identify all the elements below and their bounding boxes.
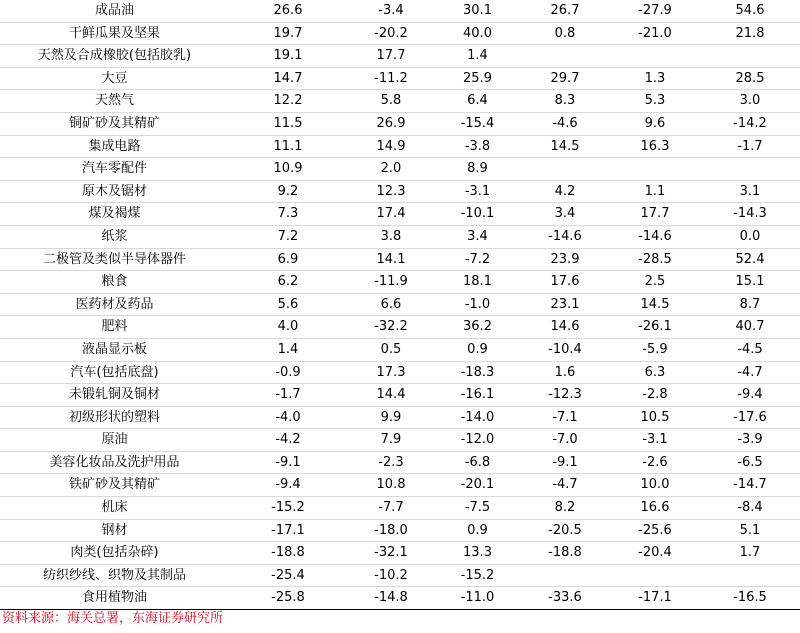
commodity-name-cell: 钢材: [0, 519, 229, 542]
value-cell: [520, 564, 610, 587]
value-cell: -18.3: [435, 361, 520, 384]
value-cell: 36.2: [435, 316, 520, 339]
table-row: [0, 67, 800, 90]
value-cell: 17.4: [347, 203, 435, 226]
value-cell: [700, 158, 800, 181]
value-cell: -33.6: [520, 587, 610, 610]
commodity-name-cell: 天然气: [0, 90, 229, 113]
commodity-name-cell: 汽车(包括底盘): [0, 361, 229, 384]
value-cell: 8.9: [435, 158, 520, 181]
value-cell: 10.5: [610, 406, 700, 429]
value-cell: [700, 564, 800, 587]
table-row: [0, 293, 800, 316]
value-cell: 14.6: [520, 316, 610, 339]
value-cell: -17.1: [229, 519, 347, 542]
value-cell: -9.4: [700, 384, 800, 407]
value-cell: 2.5: [610, 271, 700, 294]
value-cell: 7.3: [229, 203, 347, 226]
value-cell: -12.3: [520, 384, 610, 407]
value-cell: -2.8: [610, 384, 700, 407]
value-cell: -32.1: [347, 542, 435, 565]
value-cell: 0.8: [520, 22, 610, 45]
value-cell: -10.2: [347, 564, 435, 587]
value-cell: 15.1: [700, 271, 800, 294]
value-cell: 12.2: [229, 90, 347, 113]
value-cell: -7.0: [520, 429, 610, 452]
value-cell: 3.0: [700, 90, 800, 113]
value-cell: 6.4: [435, 90, 520, 113]
value-cell: -14.8: [347, 587, 435, 610]
commodity-name-cell: 煤及褐煤: [0, 203, 229, 226]
value-cell: 10.8: [347, 474, 435, 497]
table-row: [0, 361, 800, 384]
value-cell: -14.6: [610, 225, 700, 248]
value-cell: 11.1: [229, 135, 347, 158]
value-cell: 52.4: [700, 248, 800, 271]
commodity-name-cell: 原木及锯材: [0, 180, 229, 203]
table-row: [0, 90, 800, 113]
value-cell: 1.7: [700, 542, 800, 565]
value-cell: -0.9: [229, 361, 347, 384]
value-cell: 23.1: [520, 293, 610, 316]
value-cell: 11.5: [229, 112, 347, 135]
value-cell: -15.4: [435, 112, 520, 135]
commodity-name-cell: 原油: [0, 429, 229, 452]
commodity-name-cell: 医药材及药品: [0, 293, 229, 316]
value-cell: 14.5: [610, 293, 700, 316]
value-cell: -10.4: [520, 338, 610, 361]
table-row: [0, 406, 800, 429]
value-cell: -3.1: [610, 429, 700, 452]
table-row: [0, 45, 800, 68]
value-cell: 7.9: [347, 429, 435, 452]
commodity-name-cell: 成品油: [0, 0, 229, 22]
value-cell: 16.6: [610, 497, 700, 520]
commodity-name-cell: 美容化妆品及洗护用品: [0, 451, 229, 474]
table-row: [0, 474, 800, 497]
value-cell: 14.4: [347, 384, 435, 407]
commodity-name-cell: 汽车零配件: [0, 158, 229, 181]
commodity-name-cell: 铁矿砂及其精矿: [0, 474, 229, 497]
value-cell: -4.7: [520, 474, 610, 497]
table-row: [0, 384, 800, 407]
value-cell: -7.5: [435, 497, 520, 520]
table-row: [0, 338, 800, 361]
value-cell: 0.5: [347, 338, 435, 361]
commodity-name-cell: 纸浆: [0, 225, 229, 248]
value-cell: 3.8: [347, 225, 435, 248]
table-row: [0, 497, 800, 520]
value-cell: 14.5: [520, 135, 610, 158]
value-cell: -9.1: [229, 451, 347, 474]
commodity-name-cell: 初级形状的塑料: [0, 406, 229, 429]
value-cell: [520, 158, 610, 181]
value-cell: -17.6: [700, 406, 800, 429]
value-cell: -15.2: [435, 564, 520, 587]
value-cell: 21.8: [700, 22, 800, 45]
commodity-name-cell: 肉类(包括杂碎): [0, 542, 229, 565]
value-cell: 29.7: [520, 67, 610, 90]
value-cell: 6.6: [347, 293, 435, 316]
value-cell: 30.1: [435, 0, 520, 22]
value-cell: 7.2: [229, 225, 347, 248]
value-cell: 40.0: [435, 22, 520, 45]
value-cell: 1.4: [435, 45, 520, 68]
commodity-name-cell: 大豆: [0, 67, 229, 90]
value-cell: -14.7: [700, 474, 800, 497]
table-row: [0, 135, 800, 158]
value-cell: -18.8: [229, 542, 347, 565]
value-cell: 19.7: [229, 22, 347, 45]
value-cell: 6.3: [610, 361, 700, 384]
table-row: [0, 587, 800, 610]
value-cell: -1.7: [700, 135, 800, 158]
value-cell: -28.5: [610, 248, 700, 271]
value-cell: -20.4: [610, 542, 700, 565]
value-cell: 23.9: [520, 248, 610, 271]
value-cell: 18.1: [435, 271, 520, 294]
value-cell: 26.6: [229, 0, 347, 22]
table-row: [0, 158, 800, 181]
value-cell: 8.7: [700, 293, 800, 316]
value-cell: 0.9: [435, 519, 520, 542]
value-cell: 8.2: [520, 497, 610, 520]
value-cell: -10.1: [435, 203, 520, 226]
value-cell: 4.0: [229, 316, 347, 339]
value-cell: 13.3: [435, 542, 520, 565]
value-cell: -16.1: [435, 384, 520, 407]
value-cell: -32.2: [347, 316, 435, 339]
value-cell: -4.0: [229, 406, 347, 429]
value-cell: -14.6: [520, 225, 610, 248]
value-cell: -18.0: [347, 519, 435, 542]
value-cell: 9.6: [610, 112, 700, 135]
value-cell: 2.0: [347, 158, 435, 181]
value-cell: 0.9: [435, 338, 520, 361]
table-row: [0, 180, 800, 203]
value-cell: 26.9: [347, 112, 435, 135]
value-cell: -9.1: [520, 451, 610, 474]
value-cell: 5.1: [700, 519, 800, 542]
table-row: [0, 0, 800, 22]
value-cell: -27.9: [610, 0, 700, 22]
table-row: [0, 203, 800, 226]
table-row: [0, 271, 800, 294]
value-cell: -3.1: [435, 180, 520, 203]
value-cell: 17.7: [610, 203, 700, 226]
value-cell: -11.9: [347, 271, 435, 294]
value-cell: 25.9: [435, 67, 520, 90]
value-cell: 0.0: [700, 225, 800, 248]
value-cell: -3.9: [700, 429, 800, 452]
value-cell: 4.2: [520, 180, 610, 203]
value-cell: -16.5: [700, 587, 800, 610]
value-cell: 9.2: [229, 180, 347, 203]
value-cell: 14.7: [229, 67, 347, 90]
value-cell: [520, 45, 610, 68]
value-cell: -14.2: [700, 112, 800, 135]
table-row: [0, 248, 800, 271]
value-cell: -1.7: [229, 384, 347, 407]
value-cell: -2.3: [347, 451, 435, 474]
value-cell: 8.3: [520, 90, 610, 113]
value-cell: -1.0: [435, 293, 520, 316]
value-cell: -15.2: [229, 497, 347, 520]
commodity-name-cell: 铜矿砂及其精矿: [0, 112, 229, 135]
commodity-name-cell: 集成电路: [0, 135, 229, 158]
value-cell: 17.3: [347, 361, 435, 384]
value-cell: [610, 564, 700, 587]
value-cell: 5.8: [347, 90, 435, 113]
table-row: [0, 429, 800, 452]
value-cell: 17.7: [347, 45, 435, 68]
value-cell: -4.7: [700, 361, 800, 384]
table-row: [0, 112, 800, 135]
value-cell: 26.7: [520, 0, 610, 22]
value-cell: -7.7: [347, 497, 435, 520]
value-cell: -7.2: [435, 248, 520, 271]
commodity-name-cell: 液晶显示板: [0, 338, 229, 361]
value-cell: -4.2: [229, 429, 347, 452]
value-cell: -20.5: [520, 519, 610, 542]
value-cell: -25.6: [610, 519, 700, 542]
table-row: [0, 451, 800, 474]
value-cell: 10.9: [229, 158, 347, 181]
value-cell: 3.4: [520, 203, 610, 226]
table-row: [0, 22, 800, 45]
value-cell: -25.4: [229, 564, 347, 587]
value-cell: -21.0: [610, 22, 700, 45]
value-cell: -14.3: [700, 203, 800, 226]
value-cell: -6.8: [435, 451, 520, 474]
value-cell: -3.8: [435, 135, 520, 158]
value-cell: 5.6: [229, 293, 347, 316]
value-cell: 9.9: [347, 406, 435, 429]
value-cell: -3.4: [347, 0, 435, 22]
value-cell: 28.5: [700, 67, 800, 90]
commodity-name-cell: 机床: [0, 497, 229, 520]
value-cell: -18.8: [520, 542, 610, 565]
table-row: [0, 564, 800, 587]
value-cell: 19.1: [229, 45, 347, 68]
value-cell: -26.1: [610, 316, 700, 339]
value-cell: 16.3: [610, 135, 700, 158]
value-cell: [610, 45, 700, 68]
commodity-name-cell: 干鲜瓜果及坚果: [0, 22, 229, 45]
value-cell: 14.1: [347, 248, 435, 271]
table-row: [0, 542, 800, 565]
value-cell: -12.0: [435, 429, 520, 452]
value-cell: 6.9: [229, 248, 347, 271]
commodity-name-cell: 食用植物油: [0, 587, 229, 610]
value-cell: 10.0: [610, 474, 700, 497]
value-cell: 1.4: [229, 338, 347, 361]
value-cell: 1.6: [520, 361, 610, 384]
value-cell: -4.6: [520, 112, 610, 135]
commodity-name-cell: 肥料: [0, 316, 229, 339]
value-cell: -9.4: [229, 474, 347, 497]
table-row: [0, 519, 800, 542]
value-cell: -20.2: [347, 22, 435, 45]
commodity-name-cell: 未锻轧铜及铜材: [0, 384, 229, 407]
value-cell: 3.4: [435, 225, 520, 248]
value-cell: [610, 158, 700, 181]
value-cell: 54.6: [700, 0, 800, 22]
value-cell: -6.5: [700, 451, 800, 474]
value-cell: 1.1: [610, 180, 700, 203]
value-cell: 1.3: [610, 67, 700, 90]
value-cell: 14.9: [347, 135, 435, 158]
table-row: [0, 316, 800, 339]
value-cell: -2.6: [610, 451, 700, 474]
value-cell: -5.9: [610, 338, 700, 361]
value-cell: 12.3: [347, 180, 435, 203]
commodity-name-cell: 粮食: [0, 271, 229, 294]
value-cell: [700, 45, 800, 68]
commodity-name-cell: 纺织纱线、织物及其制品: [0, 564, 229, 587]
value-cell: -11.0: [435, 587, 520, 610]
value-cell: 5.3: [610, 90, 700, 113]
commodity-name-cell: 二极管及类似半导体器件: [0, 248, 229, 271]
value-cell: -14.0: [435, 406, 520, 429]
value-cell: -7.1: [520, 406, 610, 429]
value-cell: -20.1: [435, 474, 520, 497]
value-cell: 6.2: [229, 271, 347, 294]
value-cell: -8.4: [700, 497, 800, 520]
value-cell: -4.5: [700, 338, 800, 361]
commodity-name-cell: 天然及合成橡胶(包括胶乳): [0, 45, 229, 68]
value-cell: 17.6: [520, 271, 610, 294]
value-cell: -25.8: [229, 587, 347, 610]
source-note: 资料来源：海关总署，东海证券研究所: [2, 611, 224, 626]
value-cell: -11.2: [347, 67, 435, 90]
value-cell: -17.1: [610, 587, 700, 610]
value-cell: 3.1: [700, 180, 800, 203]
value-cell: 40.7: [700, 316, 800, 339]
table-row: [0, 225, 800, 248]
